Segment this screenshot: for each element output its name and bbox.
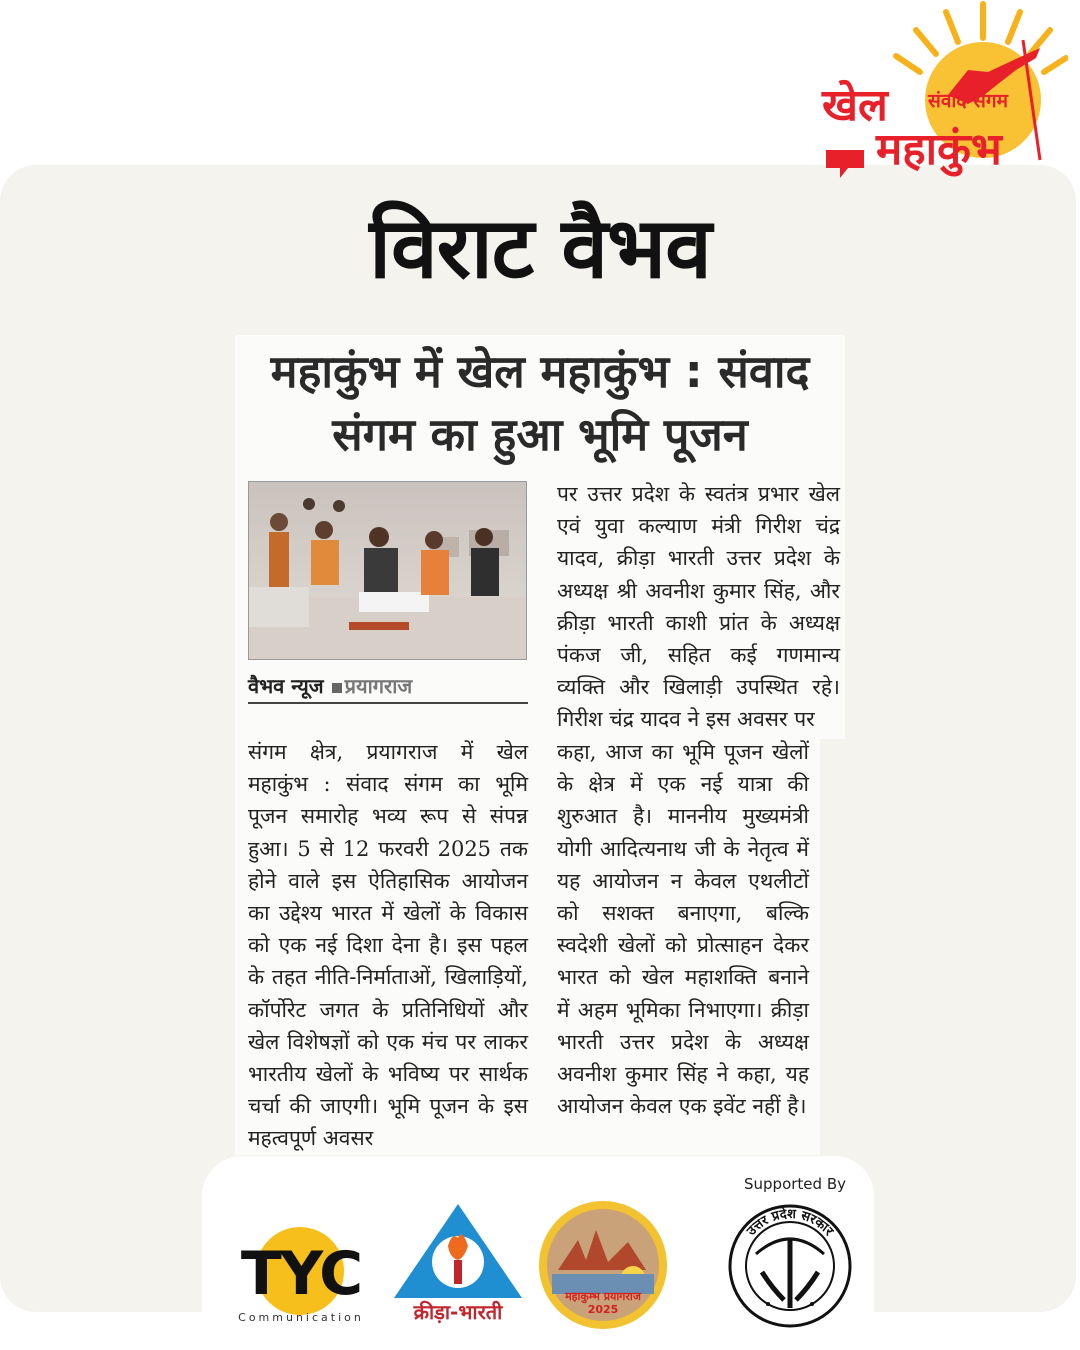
- khel-mahakumbh-logo: [818, 0, 1068, 190]
- brand-word-samvad-sangam: संवाद संगम: [928, 90, 1008, 112]
- krida-bharati-wordmark: क्रीड़ा-भारती: [413, 1300, 503, 1324]
- bhoomi-pujan-photo: [248, 481, 527, 660]
- tyc-communication-logo: [226, 1221, 376, 1331]
- brand-word-khel: खेल: [822, 80, 888, 131]
- article-title: महाकुंभ में खेल महाकुंभ : संवाद संगम का हुआ भूमि पूजन: [270, 345, 810, 461]
- square-bullet-icon: [332, 683, 342, 693]
- supported-by-label: Supported By: [744, 1175, 846, 1193]
- mahakumbh-year: 2025: [587, 1303, 619, 1317]
- byline-location: प्रयागराज: [344, 674, 413, 698]
- brand-word-mahakumbh: महाकुंभ: [876, 124, 1002, 175]
- up-emblem-ring-text: [728, 1204, 852, 1328]
- mahakumbh-wordmark: [548, 1290, 658, 1316]
- newspaper-masthead: विराट वैभव: [369, 199, 711, 297]
- up-government-emblem: [728, 1204, 852, 1328]
- ceremony-photo-illustration: [249, 482, 527, 660]
- article-column-right-bottom: कहा, आज का भूमि पूजन खेलों के क्षेत्र में एक नई यात्रा की शुरुआत है। माननीय मुख्यमंत्री योगी आदित्यनाथ जी के नेतृत्व में यह आयोजन न केवल एथलीटों को सशक्त बनाएगा, बल्कि स्वदेशी खेलों को प्रोत्साहन देकर भारत को खेल महाशक्ति बनाने में अहम भूमिका निभाएगा। क्रीड़ा भारती उत्तर प्रदेश के अध्यक्ष अवनीश कुमार सिंह ने कहा, यह आयोजन केवल एक इवेंट नहीं है।: [557, 740, 809, 1119]
- krida-bharati-logo: [392, 1202, 524, 1330]
- byline-source: वैभव न्यूज: [248, 674, 324, 698]
- byline: [248, 672, 528, 704]
- mahakumbh-prayagraj-logo: [538, 1200, 668, 1330]
- tyc-subtitle: Communication: [238, 1311, 364, 1324]
- article-column-right-top: पर उत्तर प्रदेश के स्वतंत्र प्रभार खेल एवं युवा कल्याण मंत्री गिरीश चंद्र यादव, क्रीड़ा भारती उत्तर प्रदेश के अध्यक्ष श्री अवनीश कुमार सिंह, और क्रीड़ा भारती काशी प्रांत के अध्यक्ष पंकज जी, सहित कई गणमान्य व्यक्ति और खिलाड़ी उपस्थित रहे। गिरीश चंद्र यादव ने इस अवसर पर: [557, 482, 840, 732]
- svg-text:उत्तर प्रदेश सरकार: उत्तर प्रदेश सरकार: [744, 1206, 836, 1239]
- torch-triangle-icon: [392, 1202, 524, 1302]
- mahakumbh-label: महाकुम्भ प्रयागराज: [565, 1290, 641, 1303]
- article-column-left: संगम क्षेत्र, प्रयागराज में खेल महाकुंभ : संवाद संगम का भूमि पूजन समारोह भव्य रूप से संपन्न हुआ। 5 से 12 फरवरी 2025 तक होने वाले इस ऐतिहासिक आयोजन का उद्देश्य भारत में खेलों के विकास को एक नई दिशा देना है। इस पहल के तहत नीति-निर्माताओं, खिलाड़ियों, कॉर्पोरेट जगत के प्रतिनिधियों और खेल विशेषज्ञों को एक मंच पर लाकर भारतीय खेलों के भविष्य पर सार्थक चर्चा की जाएगी। भूमि पूजन के इस महत्वपूर्ण अवसर: [248, 740, 528, 1151]
- tyc-wordmark: TYC: [240, 1239, 362, 1309]
